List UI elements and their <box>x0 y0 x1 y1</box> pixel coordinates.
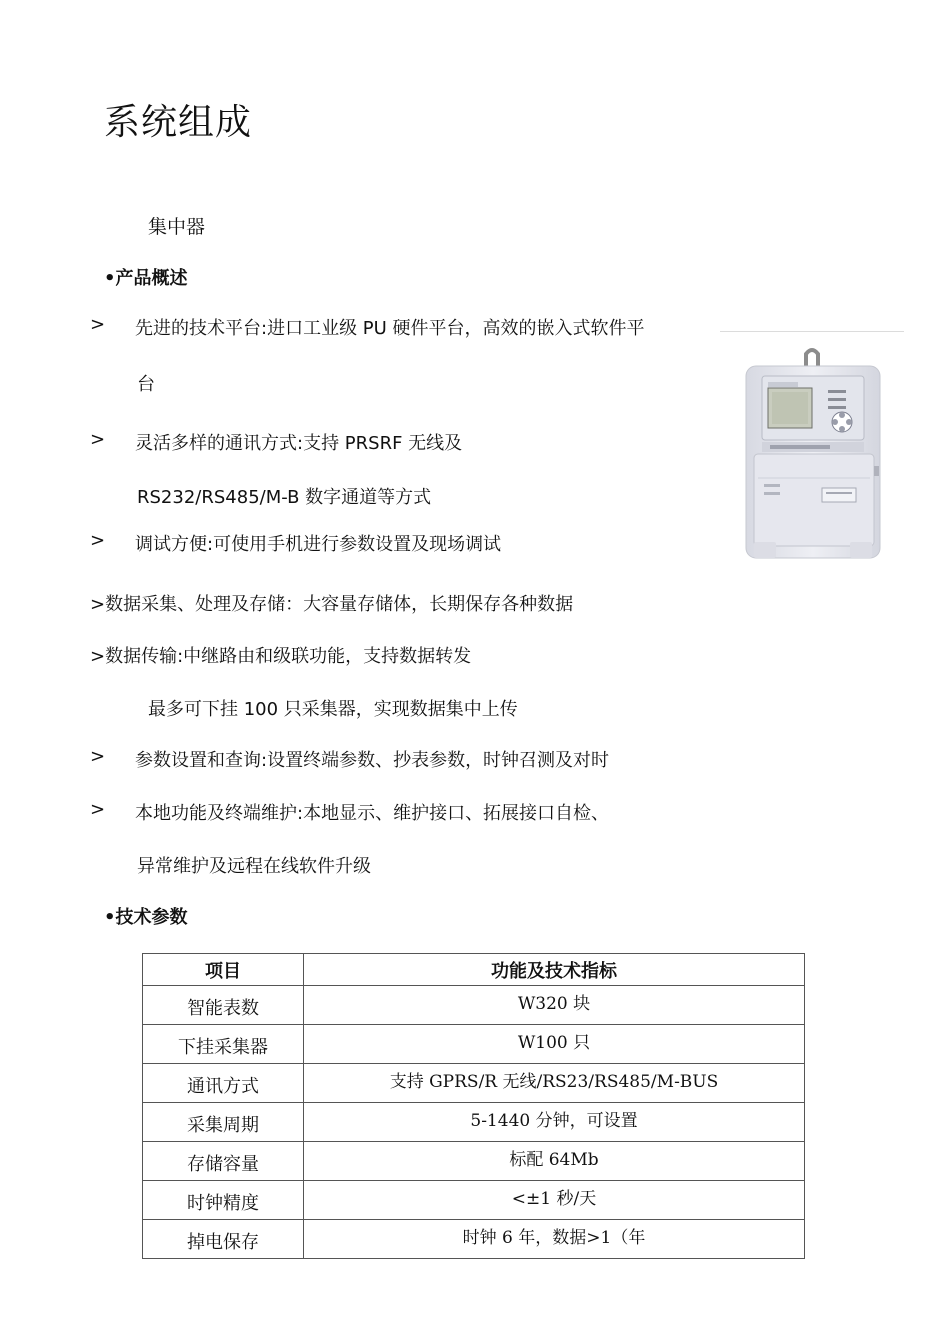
table-row <box>143 1142 805 1181</box>
overview-item-transfer-cont: 最多可下挂 100 只采集器，实现数据集中上传 <box>148 699 518 720</box>
overview-heading: •产品概述 <box>104 268 188 289</box>
param-value: 标配 64Mb <box>304 1142 805 1181</box>
overview-item-local: 本地功能及终端维护:本地显示、维护接口、拓展接口自检、 <box>135 803 610 824</box>
table-row <box>143 1181 805 1220</box>
bullet-marker: > <box>90 314 106 335</box>
overview-item-storage: >数据采集、处理及存储：大容量存储体，长期保存各种数据 <box>90 594 574 615</box>
param-label: 时钟精度 <box>143 1181 304 1220</box>
param-label: 掉电保存 <box>143 1220 304 1259</box>
bullet-marker: > <box>90 530 106 551</box>
table-row <box>143 1220 805 1259</box>
table-header-row <box>143 954 805 986</box>
param-value: W320 块 <box>304 986 805 1025</box>
param-label: 智能表数 <box>143 986 304 1025</box>
column-header-spec: 功能及技术指标 <box>304 954 805 986</box>
param-label: 通讯方式 <box>143 1064 304 1103</box>
bullet-marker: > <box>90 429 106 450</box>
param-value: 5-1440 分钟，可设置 <box>304 1103 805 1142</box>
overview-item-comm: 灵活多样的通讯方式:支持 PRSRF 无线及 <box>135 433 463 454</box>
bullet-marker: > <box>90 746 106 767</box>
param-value: 支持 GPRS/R 无线/RS23/RS485/M-BUS <box>304 1064 805 1103</box>
overview-item-platform-cont: 台 <box>137 374 155 395</box>
overview-item-comm-cont: RS232/RS485/M-B 数字通道等方式 <box>137 487 432 508</box>
table-row <box>143 986 805 1025</box>
param-label: 存储容量 <box>143 1142 304 1181</box>
page-title: 系统组成 <box>104 102 253 143</box>
overview-item-params: 参数设置和查询:设置终端参数、抄表参数，时钟召测及对时 <box>135 750 610 771</box>
overview-item-debug: 调试方便:可使用手机进行参数设置及现场调试 <box>135 534 502 555</box>
overview-item-local-cont: 异常维护及远程在线软件升级 <box>137 856 371 877</box>
param-label: 下挂采集器 <box>143 1025 304 1064</box>
table-row <box>143 1103 805 1142</box>
bullet-marker: > <box>90 799 106 820</box>
param-label: 采集周期 <box>143 1103 304 1142</box>
table-row <box>143 1064 805 1103</box>
table-row <box>143 1025 805 1064</box>
concentrator-device-photo <box>744 346 882 560</box>
param-value: 时钟 6 年，数据>1（年 <box>304 1220 805 1259</box>
param-value: W100 只 <box>304 1025 805 1064</box>
image-divider <box>720 331 904 332</box>
param-value: <±1 秒/天 <box>304 1181 805 1220</box>
tech-heading: •技术参数 <box>104 907 188 928</box>
overview-item-platform: 先进的技术平台:进口工业级 PU 硬件平台，高效的嵌入式软件平 <box>135 318 645 339</box>
column-header-item: 项目 <box>143 954 304 986</box>
tech-params-table <box>142 953 805 1259</box>
subtitle-concentrator: 集中器 <box>148 216 206 238</box>
overview-item-transfer: >数据传输:中继路由和级联功能，支持数据转发 <box>90 646 472 667</box>
